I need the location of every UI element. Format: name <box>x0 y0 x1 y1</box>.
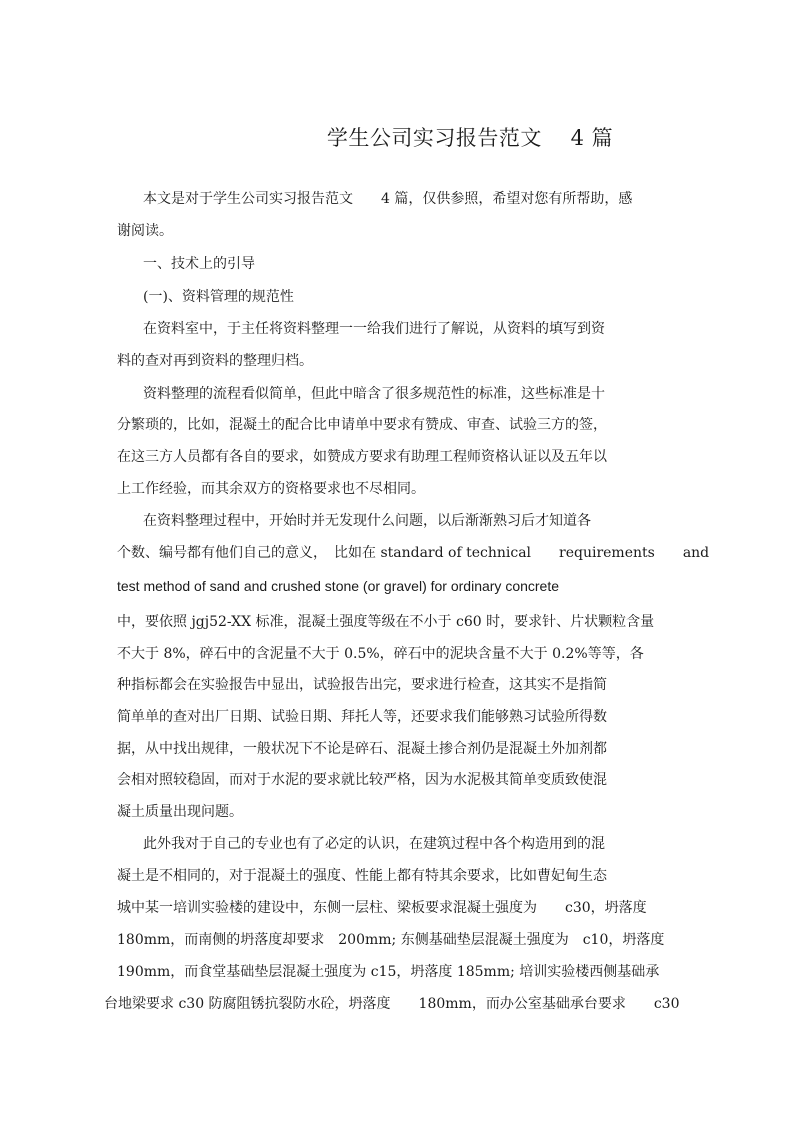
paragraph-line: 城中某一培训实验楼的建设中，东侧一层柱、梁板要求混凝土强度为 c30，坍落度 <box>117 900 647 916</box>
page-title: 学生公司实习报告范文 4 篇 <box>326 126 614 150</box>
paragraph-line: 凝土质量出现问题。 <box>117 804 243 820</box>
paragraph-line: 本文是对于学生公司实习报告范文 4 篇，仅供参照，希望对您有所帮助，感 <box>143 191 633 207</box>
paragraph-line: 会相对照较稳固，而对于水泥的要求就比较严格，因为水泥极其简单变质致使混 <box>117 772 607 788</box>
paragraph-line: 在资料整理过程中，开始时并无发现什么问题，以后渐渐熟习后才知道各 <box>143 513 591 529</box>
paragraph-line: 分繁琐的，比如，混凝土的配合比申请单中要求有赞成、审查、试验三方的签， <box>117 417 607 433</box>
paragraph-line: 凝土是不相同的，对于混凝土的强度、性能上都有特其余要求，比如曹妃甸生态 <box>117 868 607 884</box>
paragraph-line: 不大于 8%，碎石中的含泥量不大于 0.5%，碎石中的泥块含量不大于 0.2%等等，各 <box>117 646 644 662</box>
paragraph-line: 资料整理的流程看似简单，但此中暗含了很多规范性的标准，这些标准是十 <box>143 386 605 402</box>
paragraph-line: 种指标都会在实验报告中显出，试验报告出完，要求进行检查，这其实不是指简 <box>117 677 607 693</box>
paragraph-line: 190mm，而食堂基础垫层混凝土强度为 c15，坍落度 185mm; 培训实验楼西侧基础承 <box>117 964 660 980</box>
paragraph-line: 上工作经验，而其余双方的资格要求也不尽相同。 <box>117 481 425 497</box>
subsection-heading: (一)、资料管理的规范性 <box>143 289 294 305</box>
paragraph-line: 个数、编号都有他们自己的意义， 比如在 standard of technical requirements and <box>117 545 710 561</box>
paragraph-line: 料的查对再到资料的整理归档。 <box>117 353 313 369</box>
paragraph-line: 谢阅读。 <box>117 223 173 239</box>
paragraph-line: test method of sand and crushed stone (or gravel) for ordinary concrete <box>117 578 560 594</box>
paragraph-line: 台地梁要求 c30 防腐阻锈抗裂防水砼，坍落度 180mm，而办公室基础承台要求 c30 <box>104 996 680 1012</box>
section-heading: 一、技术上的引导 <box>143 256 255 272</box>
paragraph-line: 简单单的查对出厂日期、试验日期、拜托人等，还要求我们能够熟习试验所得数 <box>117 709 607 725</box>
paragraph-line: 此外我对于自己的专业也有了必定的认识，在建筑过程中各个构造用到的混 <box>143 836 605 852</box>
paragraph-line: 在资料室中，于主任将资料整理一一给我们进行了解说，从资料的填写到资 <box>143 321 605 337</box>
paragraph-line: 在这三方人员都有各自的要求，如赞成方要求有助理工程师资格认证以及五年以 <box>117 449 607 465</box>
paragraph-line: 据，从中找出规律，一般状况下不论是碎石、混凝土掺合剂仍是混凝土外加剂都 <box>117 741 607 757</box>
paragraph-line: 180mm，而南侧的坍落度却要求 200mm; 东侧基础垫层混凝土强度为 c10，坍落度 <box>117 932 665 948</box>
paragraph-line: 中，要依照 jgj52-XX 标准，混凝土强度等级在不小于 c60 时，要求针、片状颗粒含量 <box>117 614 655 630</box>
